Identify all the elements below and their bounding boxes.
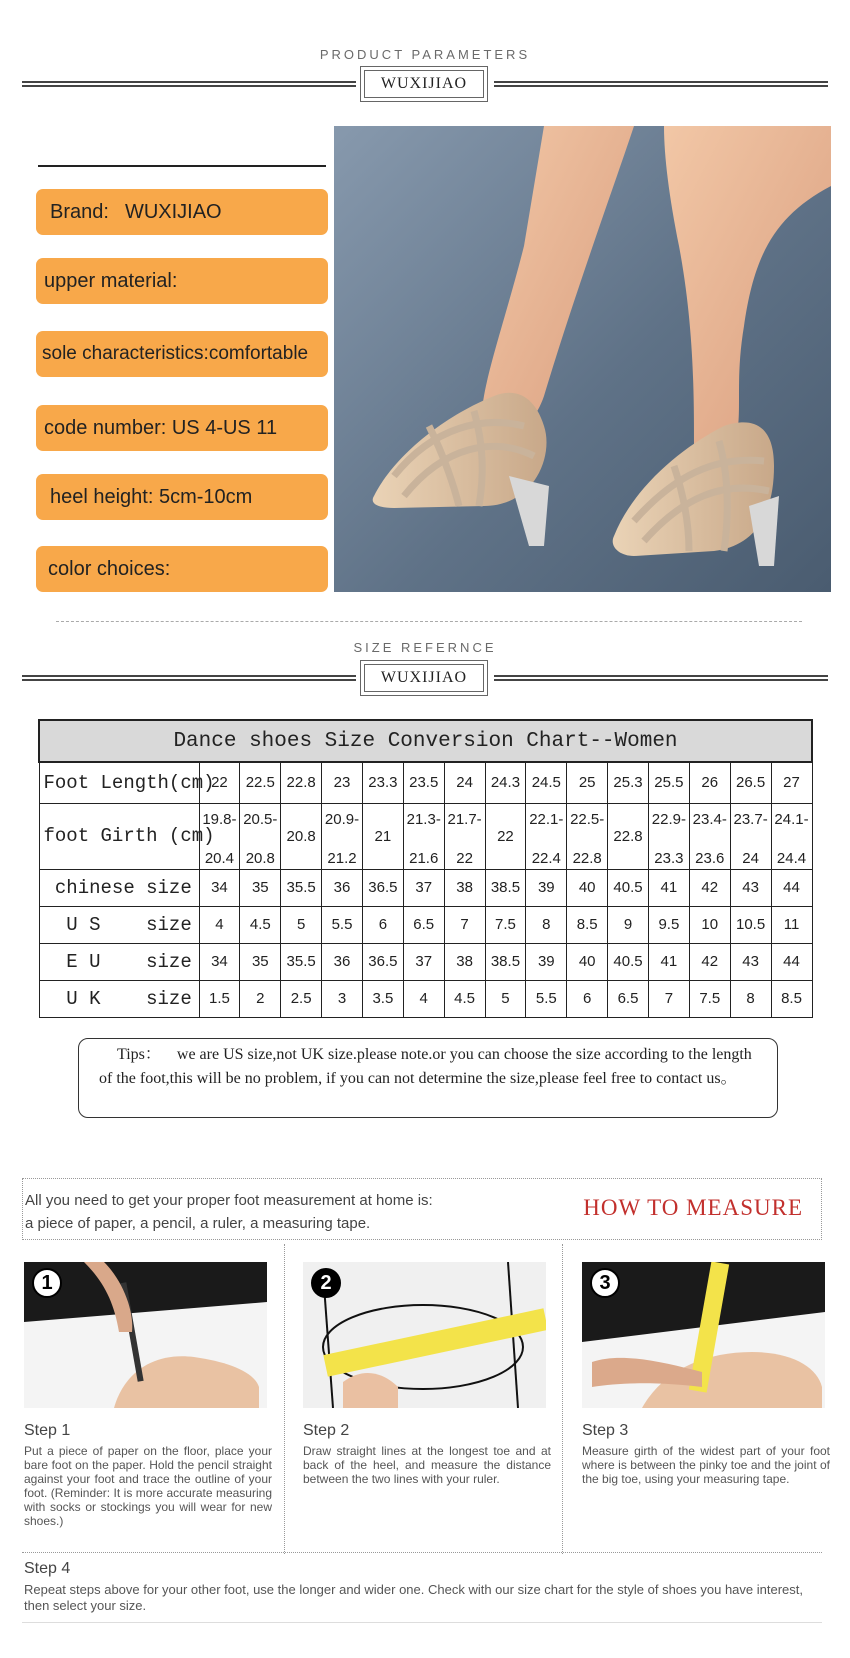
- table-cell: [771, 803, 812, 869]
- brand-mark: WUXIJIAO: [364, 70, 484, 98]
- table-cell: 39: [526, 943, 567, 980]
- table-cell: 35: [240, 869, 281, 906]
- table-cell: 35.5: [281, 943, 322, 980]
- size-chart: [38, 719, 813, 1018]
- param-value: WUXIJIAO: [124, 200, 222, 223]
- girth-to: 23.3: [654, 850, 684, 867]
- param-label: heel height: 5cm-10cm: [50, 485, 253, 508]
- table-cell: 20.8: [281, 803, 322, 869]
- header-rule-left: [22, 675, 356, 681]
- girth-from: 21.7-: [447, 811, 482, 828]
- step-text: Draw straight lines at the longest toe and at back of the heel, and measure the distance between the two lines with your ruler.: [303, 1444, 551, 1486]
- table-cell: 6.5: [608, 980, 649, 1017]
- table-cell: 25.3: [608, 762, 649, 803]
- brand-mark-box: [360, 66, 488, 102]
- param-brand: [36, 189, 328, 235]
- table-cell: 22.8: [608, 803, 649, 869]
- table-cell: 7: [648, 980, 689, 1017]
- measure-intro-line: All you need to get your proper foot measurement at home is:: [25, 1192, 433, 1209]
- table-cell: 42: [689, 943, 730, 980]
- table-cell: 38: [444, 869, 485, 906]
- how-to-measure-heading: HOW TO MEASURE: [583, 1195, 803, 1220]
- step-3-image: [582, 1262, 825, 1408]
- table-cell: 26: [689, 762, 730, 803]
- step-text: Measure girth of the widest part of your foot where is between the pinky toe and the joint of the big toe, using your measuring tape.: [582, 1444, 830, 1486]
- size-caption: SIZE REFERNCE: [353, 640, 497, 655]
- section-divider: [56, 621, 802, 622]
- table-cell: 40: [567, 943, 608, 980]
- girth-from: 22.1-: [529, 811, 564, 828]
- table-cell: 22.8: [281, 762, 322, 803]
- table-row: [39, 906, 812, 943]
- tips-text: we are US size,not UK size.please note.or you can choose the size according to the length of the foot,this will be no problem, if you can not determine the size,please feel free to contact us。: [99, 1046, 752, 1087]
- row-label: U S size: [39, 906, 199, 943]
- step-separator: [562, 1244, 563, 1554]
- girth-from: 22.9-: [651, 811, 686, 828]
- table-cell: 38: [444, 943, 485, 980]
- girth-to: 20.8: [245, 850, 275, 867]
- table-cell: 23.3: [362, 762, 403, 803]
- table-cell: 37: [403, 869, 444, 906]
- table-cell: 26.5: [730, 762, 771, 803]
- girth-from: 20.9-: [324, 811, 360, 828]
- table-cell: 24.5: [526, 762, 567, 803]
- table-cell: 5.5: [322, 906, 363, 943]
- girth-to: 22.4: [531, 850, 561, 867]
- table-cell: 5: [485, 980, 526, 1017]
- table-cell: 43: [730, 943, 771, 980]
- girth-from: 23.4-: [692, 811, 727, 828]
- table-cell: 34: [199, 869, 240, 906]
- table-cell: 2: [240, 980, 281, 1017]
- table-cell: 40.5: [608, 943, 649, 980]
- table-cell: 34: [199, 943, 240, 980]
- table-cell: [730, 803, 771, 869]
- table-cell: 9: [608, 906, 649, 943]
- row-label: chinese size: [39, 869, 199, 906]
- table-cell: 4.5: [444, 980, 485, 1017]
- size-chart-title: Dance shoes Size Conversion Chart--Women: [39, 720, 812, 762]
- step-title: Step 4: [24, 1560, 71, 1577]
- girth-to: 24: [742, 850, 759, 867]
- row-label: U K size: [39, 980, 199, 1017]
- table-cell: 37: [403, 943, 444, 980]
- measure-intro-line: a piece of paper, a pencil, a ruler, a measuring tape.: [25, 1215, 371, 1232]
- step-title: Step 1: [24, 1422, 71, 1439]
- table-cell: [526, 803, 567, 869]
- header-rule-left: [22, 81, 356, 87]
- product-photo: [334, 126, 831, 592]
- table-cell: 25.5: [648, 762, 689, 803]
- param-label: sole characteristics:comfortable: [42, 343, 309, 364]
- param-label: upper material:: [44, 269, 178, 292]
- table-cell: 9.5: [648, 906, 689, 943]
- table-cell: 4.5: [240, 906, 281, 943]
- table-cell: 1.5: [199, 980, 240, 1017]
- girth-to: 22: [456, 850, 473, 867]
- table-cell: 36.5: [362, 869, 403, 906]
- table-cell: [567, 803, 608, 869]
- table-cell: 11: [771, 906, 812, 943]
- step-1-image: [24, 1262, 267, 1408]
- tips-box: [78, 1038, 778, 1118]
- table-cell: 38.5: [485, 869, 526, 906]
- table-cell: 22.5: [240, 762, 281, 803]
- table-cell: 8.5: [771, 980, 812, 1017]
- table-cell: 42: [689, 869, 730, 906]
- table-cell: 21: [362, 803, 403, 869]
- girth-to: 21.6: [409, 850, 439, 867]
- table-cell: 41: [648, 943, 689, 980]
- row-label: E U size: [39, 943, 199, 980]
- step-separator-horizontal: [22, 1552, 822, 1553]
- table-cell: 2.5: [281, 980, 322, 1017]
- table-cell: 22: [199, 762, 240, 803]
- table-cell: 39: [526, 869, 567, 906]
- table-cell: 24: [444, 762, 485, 803]
- table-cell: 4: [199, 906, 240, 943]
- brand-mark: WUXIJIAO: [364, 664, 484, 692]
- parameters-top-line: [38, 165, 326, 167]
- table-cell: 23.5: [403, 762, 444, 803]
- girth-from: 20.5-: [243, 811, 278, 828]
- table-cell: [240, 803, 281, 869]
- measure-step-4: [24, 1560, 824, 1614]
- param-label: color choices:: [48, 557, 171, 580]
- measure-intro: [25, 1189, 433, 1235]
- table-cell: 22: [485, 803, 526, 869]
- step-title: Step 3: [582, 1422, 629, 1439]
- table-cell: [403, 803, 444, 869]
- table-cell: 5: [281, 906, 322, 943]
- step-title: Step 2: [303, 1422, 350, 1439]
- param-label: code number: US 4-US 11: [44, 416, 278, 439]
- table-cell: 6: [567, 980, 608, 1017]
- footer-line: [22, 1622, 822, 1623]
- table-cell: 36.5: [362, 943, 403, 980]
- girth-from: 22.5-: [570, 811, 605, 828]
- step-number-badge: 1: [32, 1268, 62, 1298]
- table-cell: [322, 803, 363, 869]
- table-cell: 8: [730, 980, 771, 1017]
- table-cell: 44: [771, 943, 812, 980]
- girth-from: 24.1-: [774, 811, 809, 828]
- girth-from: 23.7-: [733, 811, 768, 828]
- header-rule-right: [494, 675, 828, 681]
- step-2-image: [303, 1262, 546, 1408]
- table-cell: 10: [689, 906, 730, 943]
- dance-shoe-illustration: [334, 126, 831, 592]
- param-upper-material: [36, 258, 328, 304]
- param-color-choices: [36, 546, 328, 592]
- table-row: [39, 943, 812, 980]
- param-sole: [36, 331, 328, 377]
- measure-step-1: [24, 1262, 272, 1528]
- table-cell: 36: [322, 943, 363, 980]
- table-cell: 8.5: [567, 906, 608, 943]
- table-cell: 25: [567, 762, 608, 803]
- row-label: foot Girth (cm): [39, 803, 199, 869]
- table-cell: 44: [771, 869, 812, 906]
- girth-to: 20.4: [204, 850, 235, 867]
- param-heel-height: [36, 474, 328, 520]
- table-cell: 7.5: [689, 980, 730, 1017]
- girth-to: 23.6: [695, 850, 725, 867]
- measure-header: [22, 1178, 822, 1240]
- girth-to: 24.4: [776, 850, 807, 867]
- girth-from: 21.3-: [406, 811, 441, 828]
- tips-label: Tips：: [117, 1046, 161, 1063]
- size-chart-table: [38, 719, 813, 1018]
- table-cell: 6.5: [403, 906, 444, 943]
- table-cell: 4: [403, 980, 444, 1017]
- param-code-number: [36, 405, 328, 451]
- table-cell: 40.5: [608, 869, 649, 906]
- table-row: [39, 869, 812, 906]
- step-text: Repeat steps above for your other foot, use the longer and wider one. Check with our size chart for the style of shoes you have interest, then select your size.: [24, 1582, 803, 1613]
- parameters-caption: PRODUCT PARAMETERS: [319, 47, 531, 62]
- row-label: Foot Length(cm): [39, 762, 199, 803]
- table-row: [39, 803, 812, 869]
- table-cell: [648, 803, 689, 869]
- table-cell: 35: [240, 943, 281, 980]
- table-cell: [689, 803, 730, 869]
- table-cell: 3.5: [362, 980, 403, 1017]
- step-text: Put a piece of paper on the floor, place your bare foot on the paper. Hold the pencil straight against your foot and trace the outline of your foot. (Reminder: It is more accurate measuring with socks or stockings you will wear for new shoes.): [24, 1444, 272, 1528]
- table-row: [39, 980, 812, 1017]
- table-cell: 27: [771, 762, 812, 803]
- measure-step-2: [303, 1262, 551, 1486]
- table-row: [39, 762, 812, 803]
- step-number-badge: 3: [590, 1268, 620, 1298]
- table-cell: 40: [567, 869, 608, 906]
- table-cell: 38.5: [485, 943, 526, 980]
- table-cell: 10.5: [730, 906, 771, 943]
- table-cell: 6: [362, 906, 403, 943]
- step-number-badge: 2: [311, 1268, 341, 1298]
- table-cell: [444, 803, 485, 869]
- table-cell: 5.5: [526, 980, 567, 1017]
- table-cell: 7.5: [485, 906, 526, 943]
- step-separator: [284, 1244, 285, 1554]
- girth-from: 19.8-: [202, 811, 237, 828]
- girth-to: 21.2: [327, 850, 357, 867]
- table-cell: 7: [444, 906, 485, 943]
- table-cell: 8: [526, 906, 567, 943]
- table-cell: 41: [648, 869, 689, 906]
- measure-step-3: [582, 1262, 830, 1486]
- brand-mark-box: [360, 660, 488, 696]
- table-cell: 35.5: [281, 869, 322, 906]
- table-cell: 36: [322, 869, 363, 906]
- table-cell: 3: [322, 980, 363, 1017]
- girth-to: 22.8: [572, 850, 602, 867]
- param-label: Brand:: [50, 200, 109, 223]
- table-cell: 24.3: [485, 762, 526, 803]
- header-rule-right: [494, 81, 828, 87]
- table-cell: 43: [730, 869, 771, 906]
- table-cell: 23: [322, 762, 363, 803]
